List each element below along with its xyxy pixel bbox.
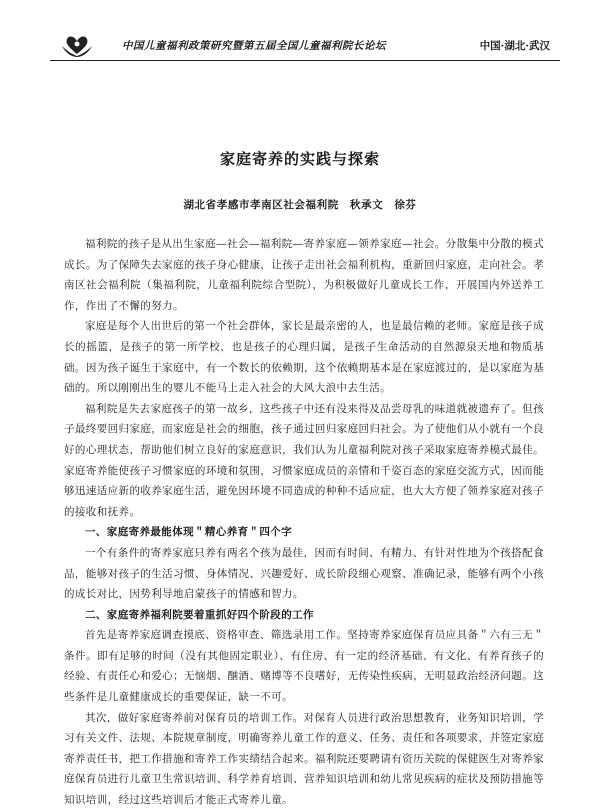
paragraph: 福利院是失去家庭孩子的第一故乡，这些孩子中还有没来得及品尝母乳的味道就被遗弃了。但孩子最终要回归家庭，而家庭是社会的细胞，孩子通过回归家庭回归社会。为了使他们从小就有一个良好的心理状态，帮助他们树立良好的家庭意识，我们认为儿童福利院对孩子采取家庭寄养模式最佳。家庭寄养能使孩子习惯家庭的环境和氛围，习惯家庭成员的亲情和千姿百态的家庭交流方式，因而能够迅速适应新的收养家庭生活，避免因环境不同造成的种种不适应症，也大大方便了领养家庭对孩子的接收和抚养。 (64, 402, 544, 518)
article-title: 家庭寄养的实践与探索 (219, 150, 380, 168)
article-authors: 湖北省孝感市孝南区社会福利院 秋承文 徐芬 (183, 199, 417, 211)
header-location: 中国·湖北·武汉 (479, 40, 550, 52)
paragraph: 其次，做好家庭寄养前对保育员的培训工作。对保育人员进行政治思想教育，业务知识培训，学习有关文件、法规、本院规章制度，明确寄养儿童工作的意义、任务、责任和各项要求，并签定家庭寄养责任书，把工作措施和寄养工作实绩结合起来。福利院还要聘请有资历关院的保健医生对寄养家庭保育员进行儿童卫生常识培训、科学养育培训、营养知识培训和幼儿常见疾病的症状及预防措施等知识培训，经过这些培训后才能正式寄养儿童。 (64, 711, 544, 807)
header-conference-title: 中国儿童福利政策研究暨第五届全国儿童福利院长论坛 (122, 40, 386, 52)
paragraph: 福利院的孩子是从出生家庭—社会—福利院—寄养家庭—领养家庭—社会。分散集中分散的模式成长。为了保障失去家庭的孩子身心健康，让孩子走出社会福利机构，重新回归家庭，走向社会。孝南区社会福利院（集福利院，儿童福利院综合型院），为积极做好儿童成长工作，开展国内外送养工作，作出了不懈的努力。 (64, 238, 544, 312)
section-heading-2: 二、家庭寄养福利院要着重抓好四个阶段的工作 (85, 608, 314, 621)
paragraph: 一个有条件的寄养家庭只养有两名个孩为最佳，因而有时间、有精力、有针对性地为个孩搭配食品，能够对孩子的生活习惯、身体情况、兴趣爱好、成长阶段细心观察、准确记录，能够有两个小孩的成长对比，因势利导地启蒙孩子的情感和智力。 (64, 546, 544, 601)
paragraph: 家庭是每个人出世后的第一个社会群体，家长是最亲密的人，也是最信赖的老师。家庭是孩子成长的摇篮，是孩子的第一所学校，也是孩子的心理归属，是孩子生命活动的自然源泉天地和物质基础。因为孩子诞生于家庭中，有一个数长的依赖期，这个依赖期基本是在家庭渡过的，是以家庭为基础的。所以刚刚出生的婴儿不能马上走入社会的大风大浪中去生活。 (64, 320, 544, 395)
paragraph: 首先是寄养家庭调查摸底、资格审查、筛选录用工作。坚持寄养家庭保育员应具备＂六有三无＂条件。即有足够的时间（没有其他固定职业）、有住房、有一定的经济基础、有文化、有养育孩子的经验、有责任心和爱心；无恼烟、酗酒、赌博等不良嗜好，无传染性疾病，无明显政治经济问题。这些条件是儿童健康成长的重要保证，缺一不可。 (64, 629, 544, 704)
section-heading-1: 一、家庭寄养最能体现＂精心养育＂四个字 (85, 526, 293, 539)
hands-heart-logo-icon (60, 32, 94, 58)
page-header (50, 30, 560, 61)
article-body (64, 234, 544, 811)
